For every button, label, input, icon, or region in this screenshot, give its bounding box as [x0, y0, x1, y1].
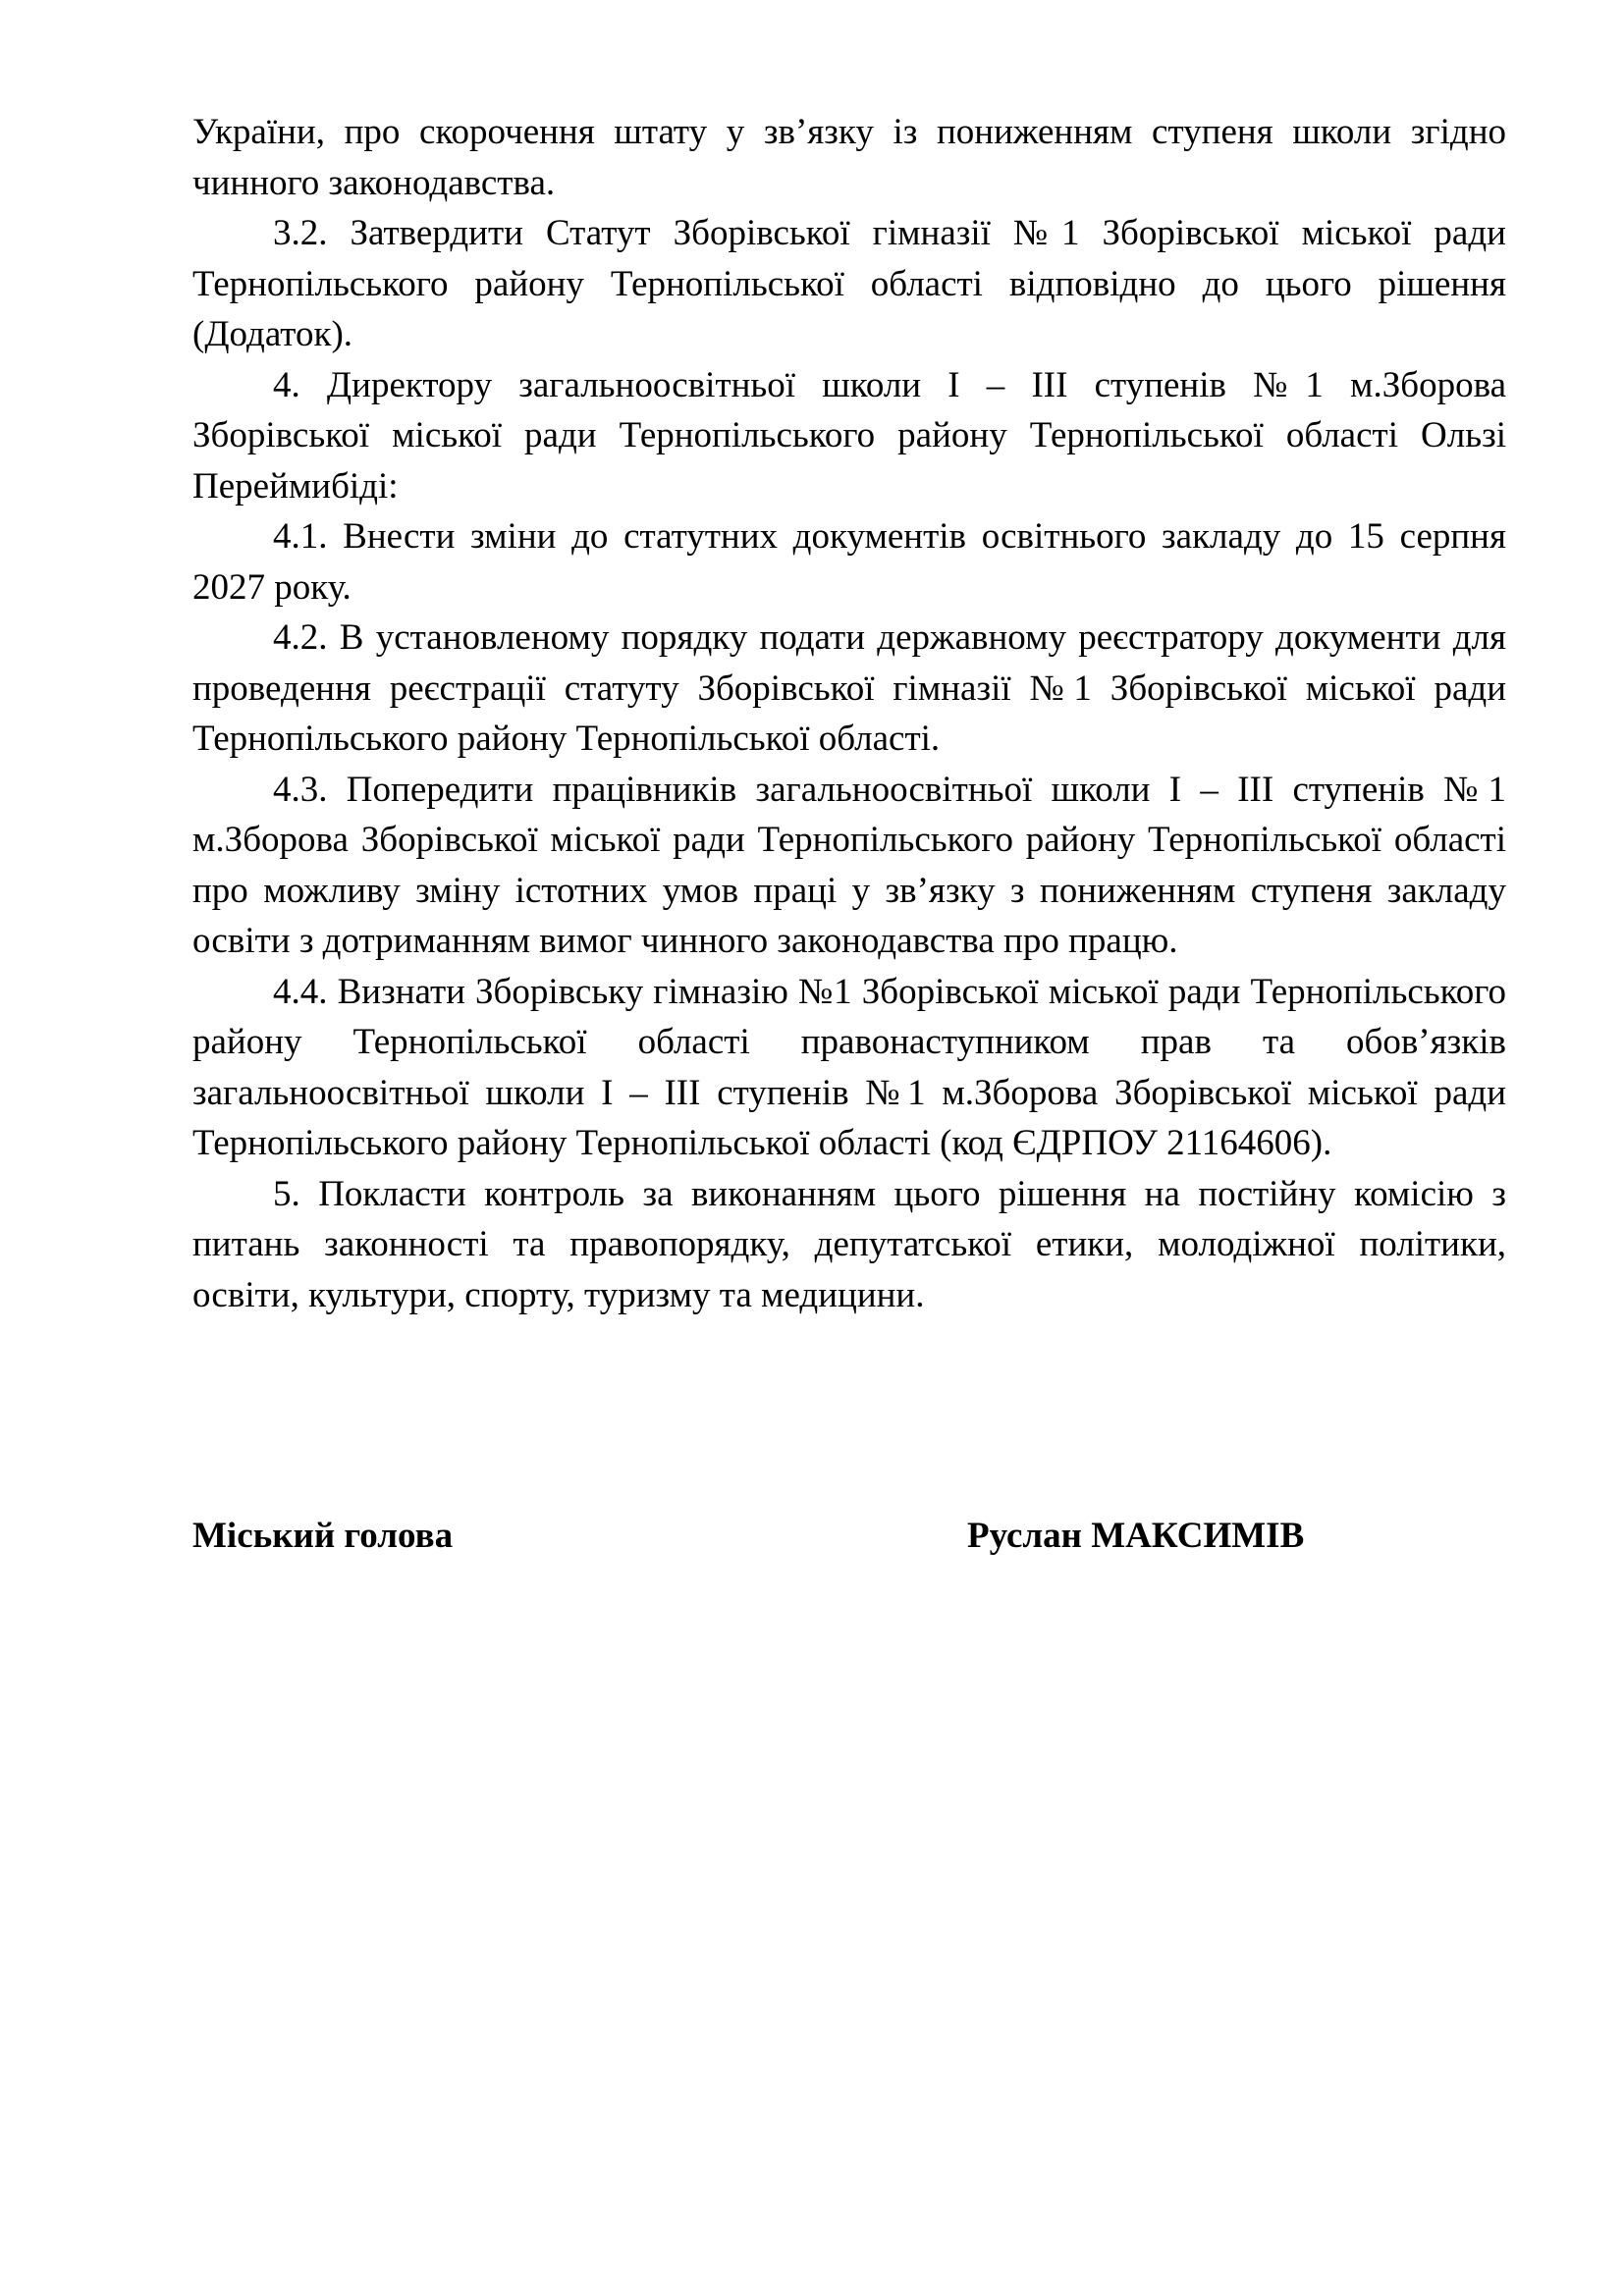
- paragraph-5: 5. Покласти контроль за виконанням цього рішення на постійну комісію з питань законності та правопорядку, депутатської етики, молодіжної політики, освіти, культури, спорту, туризму та медицини.: [192, 1173, 1506, 1315]
- signature-role: Міський голова: [192, 1516, 454, 1556]
- signature-row: [192, 1511, 1506, 1562]
- paragraph-4-1: 4.1. Внести зміни до статутних документів освітнього закладу до 15 серпня 2027 року.: [192, 516, 1506, 608]
- paragraph-continuation: України, про скорочення штату у зв’язку із пониженням ступеня школи згідно чинного законодавства.: [192, 112, 1506, 203]
- paragraph-4-4: 4.4. Визнати Зборівську гімназію №1 Зборівської міської ради Тернопільського району Тернопільської області правонаступником прав та обов’язків загальноосвітньої школи І – ІІІ ступенів №1 м.Зборова Зборівської міської ради Тернопільського району Тернопільської області (код ЄДРПОУ 21164606).: [192, 971, 1506, 1163]
- document-body: [192, 107, 1506, 1562]
- paragraph-4: 4. Директору загальноосвітньої школи І – ІІІ ступенів №1 м.Зборова Зборівської міської ради Тернопільського району Тернопільської області Ользі Переймибіді:: [192, 364, 1506, 507]
- paragraph-4-3: 4.3. Попередити працівників загальноосвітньої школи І – ІІІ ступенів №1 м.Зборова Зборівської міської ради Тернопільського району Тернопільської області про можливу зміну істотних умов праці у зв’язку з пониженням ступеня закладу освіти з дотриманням вимог чинного законодавства про працю.: [192, 769, 1506, 961]
- paragraph-4-2: 4.2. В установленому порядку подати державному реєстратору документи для проведення реєстрації статуту Зборівської гімназії №1 Зборівської міської ради Тернопільського району Тернопільської області.: [192, 617, 1506, 759]
- signature-name: Руслан МАКСИМІВ: [967, 1516, 1305, 1556]
- paragraph-3-2: 3.2. Затвердити Статут Зборівської гімназії №1 Зборівської міської ради Тернопільського району Тернопільської області відповідно до цього рішення (Додаток).: [192, 213, 1506, 354]
